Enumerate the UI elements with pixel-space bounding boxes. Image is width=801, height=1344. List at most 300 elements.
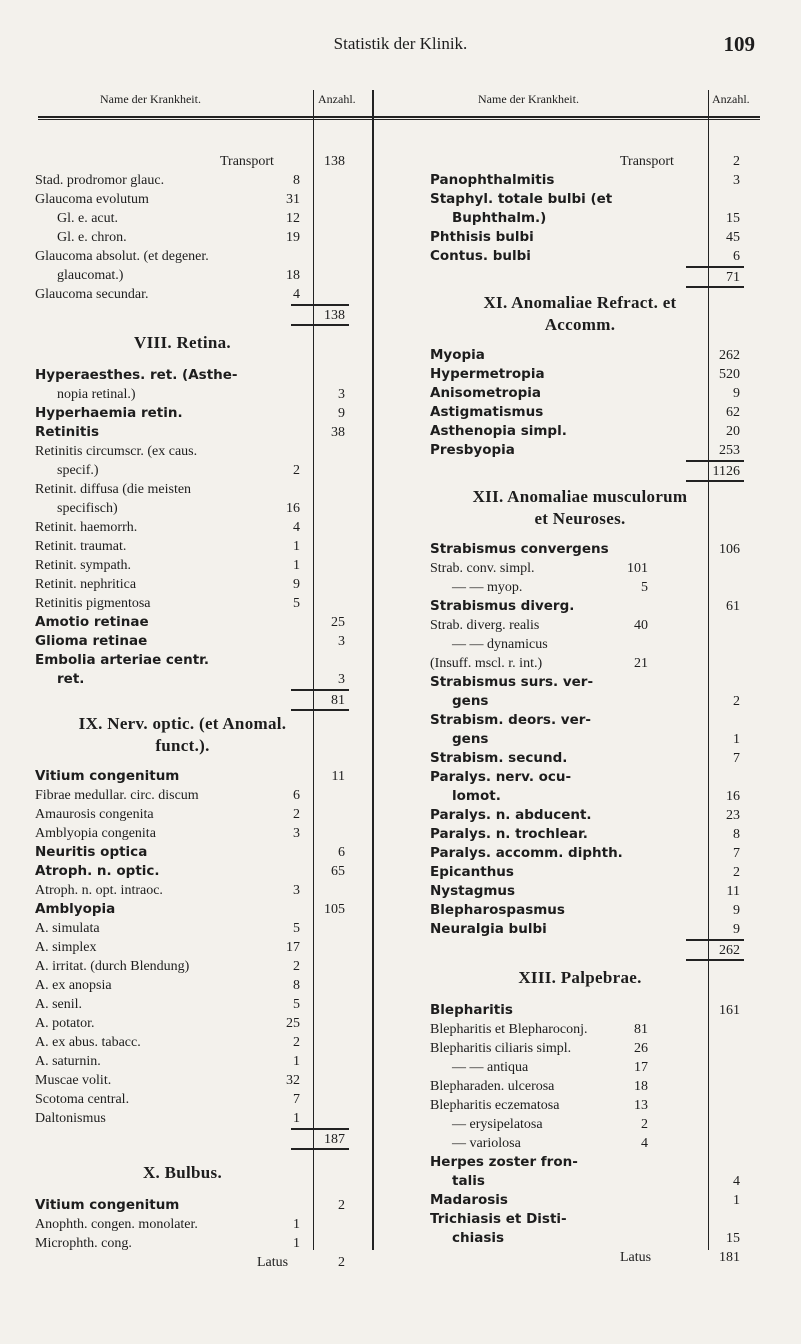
row-label: Microphth. cong. [35,1236,132,1251]
row-label: Strab. diverg. realis [430,618,540,633]
row-count: 11 [726,884,740,899]
row-label: Daltonismus [35,1111,106,1126]
row-label: talis [452,1173,485,1189]
row-subcount: 5 [641,580,648,595]
row-subcount: 19 [286,230,300,245]
row-count: 23 [726,808,740,823]
table-row [35,976,330,995]
table-row [35,480,330,499]
table-row [35,247,330,266]
transport-row [430,152,740,171]
row-label: Strabismus convergens [430,541,609,557]
row-label: Stad. prodromor glauc. [35,173,165,188]
row-label: A. simulata [35,921,100,936]
table-row [430,654,730,673]
row-subcount: 2 [293,807,300,822]
bulbus-rows [35,1196,345,1253]
sum-row [35,1128,345,1148]
table-row [430,844,740,863]
table-row [35,957,330,976]
table-row [430,171,740,190]
table-row [35,862,345,881]
row-label: Retinit. haemorrh. [35,520,138,535]
sum-row [430,939,740,959]
table-row [35,805,330,824]
row-label: nopia retinal.) [57,387,136,402]
row-count: 4 [733,1174,740,1189]
row-label: Staphyl. totale bulbi (et [430,191,613,207]
sum-value: 1126 [712,464,740,479]
table-row [430,768,730,787]
row-label: — — myop. [452,580,523,595]
row-label: Hyperhaemia retin. [35,405,183,421]
row-label: Gl. e. acut. [57,211,119,226]
row-label: Atroph. n. opt. intraoc. [35,883,163,898]
section-title: Accomm. [544,315,616,334]
header-rule-bottom [38,119,760,120]
table-row [430,384,740,403]
row-label: Vitium congenitum [35,768,180,784]
row-label: Retinitis pigmentosa [35,596,151,611]
table-row [430,711,730,730]
row-count: 8 [733,827,740,842]
table-row [430,578,730,597]
page-number: 109 [723,32,755,56]
row-count: 7 [733,751,740,766]
row-count: 38 [331,425,345,440]
row-label: Trichiasis et Disti- [430,1211,567,1227]
row-label: Madarosis [430,1192,508,1208]
row-label: Buphthalm.) [452,210,547,226]
row-subcount: 3 [293,826,300,841]
table-row [35,651,330,670]
row-label: Strabism. secund. [430,750,568,766]
table-row [430,422,740,441]
table-row [430,1210,730,1229]
table-row [430,597,740,616]
row-label: Strabism. deors. ver- [430,712,591,728]
table-row [430,1039,730,1058]
table-row [35,404,345,423]
table-row [35,171,330,190]
section-title: XI. Anomaliae Refract. et [483,293,677,312]
row-label: Glaucoma evolutum [35,192,149,207]
row-label: — — dynamicus [452,637,548,652]
table-row [35,1033,330,1052]
table-row [430,441,740,460]
row-label: Anophth. congen. monolater. [35,1217,198,1232]
table-row [430,365,740,384]
row-label: Asthenopia simpl. [430,423,567,439]
table-row [35,209,330,228]
section-title: et Neuroses. [534,509,626,528]
row-count: 6 [733,249,740,264]
table-row [430,1058,730,1077]
row-label: — — antiqua [452,1060,529,1075]
nerv-optic-rows [35,767,345,1128]
sum-row [430,460,740,480]
row-subcount: 2 [293,1035,300,1050]
row-label: Phthisis bulbi [430,229,534,245]
table-row [35,613,345,632]
row-subcount: 5 [293,921,300,936]
palpebrae-rows [430,1001,740,1248]
transport-label: Transport [220,154,274,169]
row-subcount: 5 [293,997,300,1012]
transport-value: 2 [733,154,740,169]
table-row [430,901,740,920]
row-label: Nystagmus [430,883,516,899]
row-subcount: 13 [634,1098,648,1113]
table-row [430,673,730,692]
sum-value: 138 [324,308,345,323]
right-name-header: Name der Krankheit. [478,92,579,106]
row-subcount: 17 [286,940,300,955]
table-row [430,1115,730,1134]
row-label: Blepharitis et Blepharoconj. [430,1022,588,1037]
row-label: A. senil. [35,997,83,1012]
table-row [430,806,740,825]
sum-row [35,304,345,324]
page-header [0,34,801,58]
table-row [35,366,330,385]
table-row [35,824,330,843]
table-row [35,843,345,862]
table-row [430,882,740,901]
table-row [430,1096,730,1115]
table-row [430,1001,740,1020]
transport-value: 138 [324,154,345,169]
row-subcount: 16 [286,501,300,516]
musculorum-rows [430,540,740,939]
row-label: Hypermetropia [430,366,545,382]
row-count: 45 [726,230,740,245]
row-label: Amaurosis congenita [35,807,154,822]
row-count: 3 [338,387,345,402]
table-row [35,594,330,613]
row-label: Hyperaesthes. ret. (Asthe- [35,367,238,383]
glaucoma-rows [35,171,330,304]
table-row [35,190,330,209]
table-row [35,556,330,575]
row-count: 105 [324,902,345,917]
row-label: Strabismus diverg. [430,598,575,614]
row-label: Epicanthus [430,864,514,880]
table-row [35,900,345,919]
row-subcount: 5 [293,596,300,611]
row-subcount: 31 [286,192,300,207]
table-row [35,767,345,786]
row-label: Blepharaden. ulcerosa [430,1079,555,1094]
row-subcount: 2 [293,463,300,478]
row-label: (Insuff. mscl. r. int.) [430,656,543,671]
row-subcount: 12 [286,211,300,226]
table-row [35,423,345,442]
right-count-header: Anzahl. [712,92,750,106]
row-count: 25 [331,615,345,630]
row-label: Retinit. nephritica [35,577,137,592]
left-name-header: Name der Krankheit. [100,92,201,106]
row-count: 3 [338,672,345,687]
table-row [35,1196,345,1215]
sum-value: 187 [324,1132,345,1147]
refract-rows [430,346,740,460]
section-rule [291,709,349,711]
row-count: 9 [733,903,740,918]
row-count: 11 [331,769,345,784]
row-label: Blepharitis [430,1002,513,1018]
row-label: Presbyopia [430,442,515,458]
row-count: 161 [719,1003,740,1018]
row-label: Glioma retinae [35,633,148,649]
row-label: Retinit. diffusa (die meisten [35,482,192,497]
table-row [35,881,330,900]
row-subcount: 1 [293,1217,300,1232]
row-label: Atroph. n. optic. [35,863,160,879]
sum-value: 71 [726,270,740,285]
row-count: 65 [331,864,345,879]
row-label: Contus. bulbi [430,248,531,264]
row-subcount: 1 [293,558,300,573]
row-subcount: 1 [293,1111,300,1126]
row-count: 1 [733,732,740,747]
row-subcount: 18 [634,1079,648,1094]
section-rule [291,1148,349,1150]
row-label: Strabismus surs. ver- [430,674,594,690]
table-row [35,228,330,247]
row-label: Glaucoma absolut. (et degener. [35,249,209,264]
row-label: Glaucoma secundar. [35,287,149,302]
table-row [35,1014,330,1033]
row-label: ret. [57,671,85,687]
row-label: lomot. [452,788,501,804]
section-title: X. Bulbus. [142,1163,223,1182]
row-subcount: 101 [627,561,648,576]
row-subcount: 9 [293,577,300,592]
row-subcount: 8 [293,978,300,993]
row-subcount: 6 [293,788,300,803]
row-label: specif.) [57,463,99,478]
section-title: XII. Anomaliae musculorum [472,487,688,506]
sum-value: 262 [719,943,740,958]
row-subcount: 81 [634,1022,648,1037]
latus-row [35,1253,345,1272]
row-count: 61 [726,599,740,614]
row-subcount: 2 [641,1117,648,1132]
table-row [35,1234,330,1253]
row-label: Amotio retinae [35,614,149,630]
table-row [430,863,740,882]
row-label: A. ex abus. tabacc. [35,1035,141,1050]
row-label: Paralys. accomm. diphth. [430,845,623,861]
table-row [35,786,330,805]
row-subcount: 40 [634,618,648,633]
row-count: 1 [733,1193,740,1208]
row-label: Blepharitis eczematosa [430,1098,560,1113]
row-count: 9 [733,386,740,401]
row-label: A. potator. [35,1016,95,1031]
row-label: chiasis [452,1230,505,1246]
row-subcount: 25 [286,1016,300,1031]
table-row [35,632,345,651]
table-row [35,670,345,689]
row-label: gens [452,731,489,747]
row-subcount: 1 [293,539,300,554]
row-count: 9 [338,406,345,421]
table-row [35,1052,330,1071]
retina-rows [35,366,345,689]
table-row [430,920,740,939]
row-label: A. irritat. (durch Blendung) [35,959,190,974]
table-row [430,616,730,635]
table-row [35,385,345,404]
table-row [35,938,330,957]
row-label: Panophthalmitis [430,172,555,188]
section-title: VIII. Retina. [134,333,231,352]
table-row [430,209,740,228]
table-row [35,461,330,480]
latus-label: Latus [257,1255,289,1270]
row-subcount: 8 [293,173,300,188]
row-label: Neuralgia bulbi [430,921,547,937]
row-label: Retinit. traumat. [35,539,127,554]
table-row [430,1229,740,1248]
section-title: funct.). [155,736,210,755]
table-row [35,1109,330,1128]
table-row [35,1090,330,1109]
table-row [430,1191,740,1210]
row-count: 262 [719,348,740,363]
right-column [430,152,740,1267]
row-label: A. ex anopsia [35,978,112,993]
table-row [430,190,730,209]
row-label: Fibrae medullar. circ. discum [35,788,199,803]
table-row [35,995,330,1014]
bulbus-cont-rows [430,171,740,266]
left-count-header: Anzahl. [318,92,356,106]
table-row [35,285,330,304]
row-label: Retinitis [35,424,99,440]
row-count: 2 [733,865,740,880]
latus-value: 2 [338,1255,345,1270]
table-row [430,346,740,365]
row-count: 15 [726,1231,740,1246]
row-label: Strab. conv. simpl. [430,561,535,576]
row-count: 7 [733,846,740,861]
row-label: Herpes zoster fron- [430,1154,578,1170]
row-label: Paralys. n. abducent. [430,807,592,823]
row-subcount: 3 [293,883,300,898]
row-subcount: 1 [293,1236,300,1251]
sum-row [35,689,345,709]
row-count: 3 [338,634,345,649]
row-count: 62 [726,405,740,420]
table-row [430,1134,730,1153]
row-subcount: 4 [293,287,300,302]
section-rule [686,480,744,482]
row-label: glaucomat.) [57,268,124,283]
row-label: Paralys. nerv. ocu- [430,769,572,785]
row-subcount: 4 [293,520,300,535]
transport-row [35,152,345,171]
table-row [430,1153,730,1172]
row-count: 6 [338,845,345,860]
table-row [430,247,740,266]
row-count: 15 [726,211,740,226]
section-title: XIII. Palpebrae. [518,968,642,987]
table-row [430,228,740,247]
center-divider [372,90,374,1250]
table-row [430,825,740,844]
table-row [35,1215,330,1234]
row-count: 520 [719,367,740,382]
row-subcount: 1 [293,1054,300,1069]
row-label: Gl. e. chron. [57,230,127,245]
row-label: — variolosa [452,1136,521,1151]
row-label: Blepharospasmus [430,902,565,918]
table-row [430,1077,730,1096]
row-label: A. simplex [35,940,97,955]
row-label: Embolia arteriae centr. [35,652,210,668]
row-label: Blepharitis ciliaris simpl. [430,1041,572,1056]
row-count: 2 [733,694,740,709]
row-count: 2 [338,1198,345,1213]
row-label: Amblyopia congenita [35,826,156,841]
sum-row [430,266,740,286]
row-label: Muscae volit. [35,1073,112,1088]
row-label: Retinit. sympath. [35,558,132,573]
table-row [430,559,730,578]
latus-label: Latus [620,1250,652,1265]
table-row [430,540,740,559]
row-label: Anisometropia [430,385,542,401]
table-row [430,730,740,749]
table-row [35,442,330,461]
row-subcount: 32 [286,1073,300,1088]
header-rule-top [38,116,760,118]
latus-row [430,1248,740,1267]
table-row [430,787,740,806]
table-row [35,1071,330,1090]
row-subcount: 26 [634,1041,648,1056]
row-label: Amblyopia [35,901,116,917]
table-row [430,403,740,422]
row-subcount: 21 [634,656,648,671]
row-label: — erysipelatosa [452,1117,543,1132]
row-count: 253 [719,443,740,458]
row-subcount: 7 [293,1092,300,1107]
table-row [35,518,330,537]
row-label: Paralys. n. trochlear. [430,826,588,842]
row-label: Astigmatismus [430,404,544,420]
section-rule [291,324,349,326]
row-label: Vitium congenitum [35,1197,180,1213]
latus-value: 181 [719,1250,740,1265]
row-label: Neuritis optica [35,844,148,860]
table-row [430,635,730,654]
table-row [35,575,330,594]
table-row [35,266,330,285]
row-count: 106 [719,542,740,557]
table-row [430,692,740,711]
row-subcount: 4 [641,1136,648,1151]
table-row [430,1172,740,1191]
row-count: 9 [733,922,740,937]
row-label: Scotoma central. [35,1092,130,1107]
row-label: A. saturnin. [35,1054,101,1069]
row-label: Myopia [430,347,485,363]
row-count: 16 [726,789,740,804]
